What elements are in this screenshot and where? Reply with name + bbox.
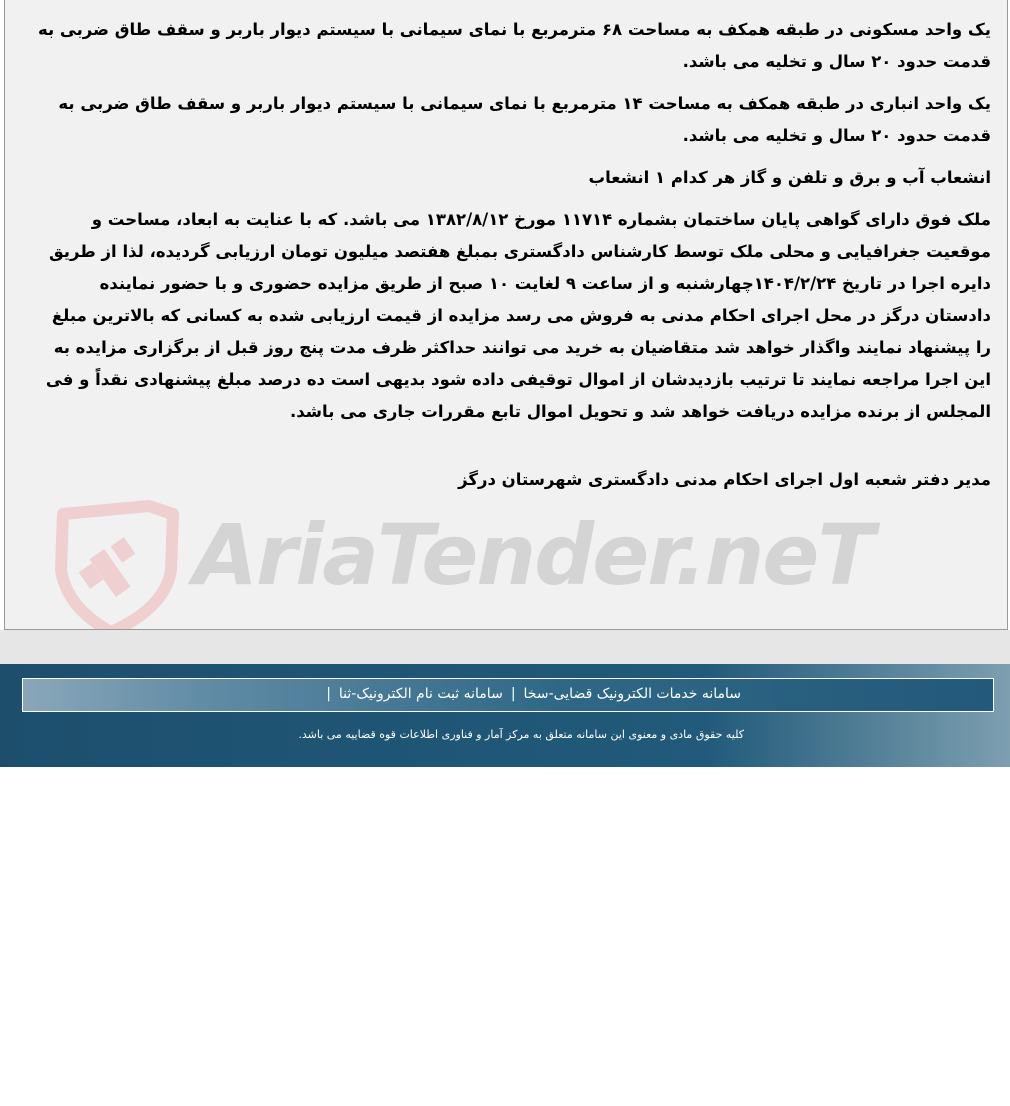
paragraph-storage-unit: یک واحد انباری در طبقه همکف به مساحت ۱۴ مترمربع با نمای سیمانی با سیستم دیوار باربر و سقف طاق ضربی به قدمت حدود ۲۰ سال و تخلیه می باشد. [58,94,991,145]
paragraph-residential-unit: یک واحد مسکونی در طبقه همکف به مساحت ۶۸ مترمربع با نمای سیمانی با سیستم دیوار باربر و سقف طاق ضربی به قدمت حدود ۲۰ سال و تخلیه می باشد. [37,20,991,71]
ariatender-logo-icon [53,500,183,630]
paragraph-auction-details: ملک فوق دارای گواهی پایان ساختمان بشماره ۱۱۷۱۴ مورخ ۱۳۸۲/۸/۱۲ می باشد. که با عنایت به ابعاد، مساحت و موقعیت جغرافیایی و محلی ملک توسط کارشناس دادگستری بمبلغ هفتصد میلیون تومان ارزیابی گردیده، لذا از طریق دایره اجرا در تاریخ ۱۴۰۴/۲/۲۴چهارشنبه و از ساعت ۹ لغایت ۱۰ صبح از طریق مزایده حضوری و با حضور نماینده دادستان درگز در محل اجرای احکام مدنی به فروش می رسد مزایده از قیمت ارزیابی شده به کسانی که بالاترین مبلغ را پیشنهاد نمایند واگذار خواهد شد متقاضیان به خرید می توانند حداکثر ظرف مدت پنج روز قبل از برگزاری مزایده به این اجرا مراجعه نمایند تا ترتیب بازدیدشان از اموال توقیفی داده شود بدیهی است ده درصد مبلغ پیشنهادی نقداً و فی المجلس از برنده مزایده دریافت خواهد شد و تحویل اموال تابع مقررات جاری می باشد. [45,210,991,421]
panel-bottom-strip [0,630,1010,664]
footer-links-bar [22,678,994,712]
footer-link-sakha[interactable]: سامانه خدمات الکترونیک قضایی-سخا [523,686,741,702]
copyright-text: کلیه حقوق مادی و معنوی این سامانه متعلق به مرکز آمار و فناوری اطلاعات قوه قضاییه می باشد. [298,728,744,741]
watermark [53,500,873,630]
watermark-text: AriaTender.neT [193,506,873,604]
footer-separator: | [326,686,331,702]
paragraph-utilities: انشعاب آب و برق و تلفن و گاز هر کدام ۱ انشعاب [588,168,991,187]
footer-link-sana[interactable]: سامانه ثبت نام الکترونیک-ثنا [338,686,503,702]
announcement-text [31,14,991,506]
footer [0,664,1010,767]
footer-links [318,683,741,705]
footer-separator: | [510,686,516,702]
signature: مدیر دفتر شعبه اول اجرای احکام مدنی دادگستری شهرستان درگز [458,470,991,489]
announcement-panel [4,0,1008,630]
